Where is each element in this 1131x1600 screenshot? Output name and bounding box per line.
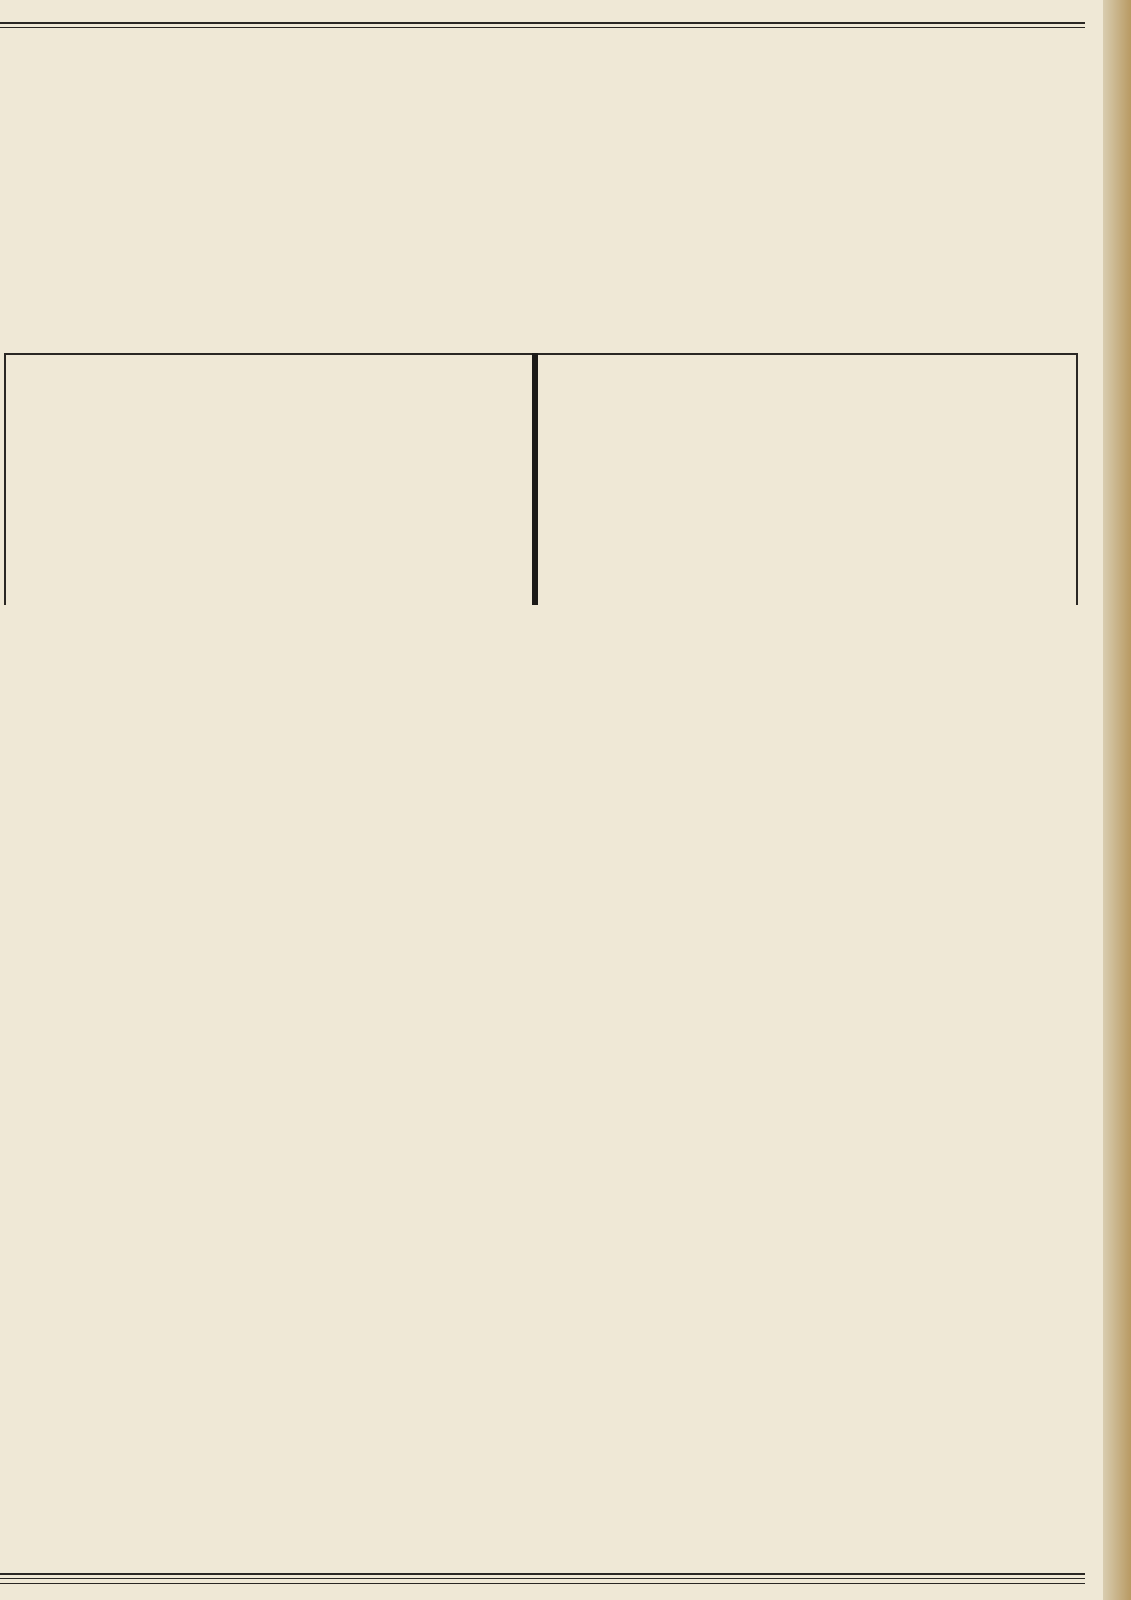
table-cotes-reparation (4, 800, 1078, 1162)
bottom-rule (0, 1573, 1085, 1575)
table-cotes-origine (4, 353, 1078, 605)
banner-rule (0, 22, 1085, 24)
banner-rule-thin (0, 27, 1085, 28)
table-frame-right (1076, 353, 1078, 605)
table-aiguilles (4, 1315, 1078, 1573)
table-frame (4, 353, 1078, 605)
page-edge (1103, 0, 1131, 1600)
bottom-rule-thin (0, 1578, 1085, 1579)
bottom-rule-thin-2 (0, 1583, 1085, 1584)
table-center-divider (532, 353, 538, 605)
banner (0, 0, 1090, 22)
